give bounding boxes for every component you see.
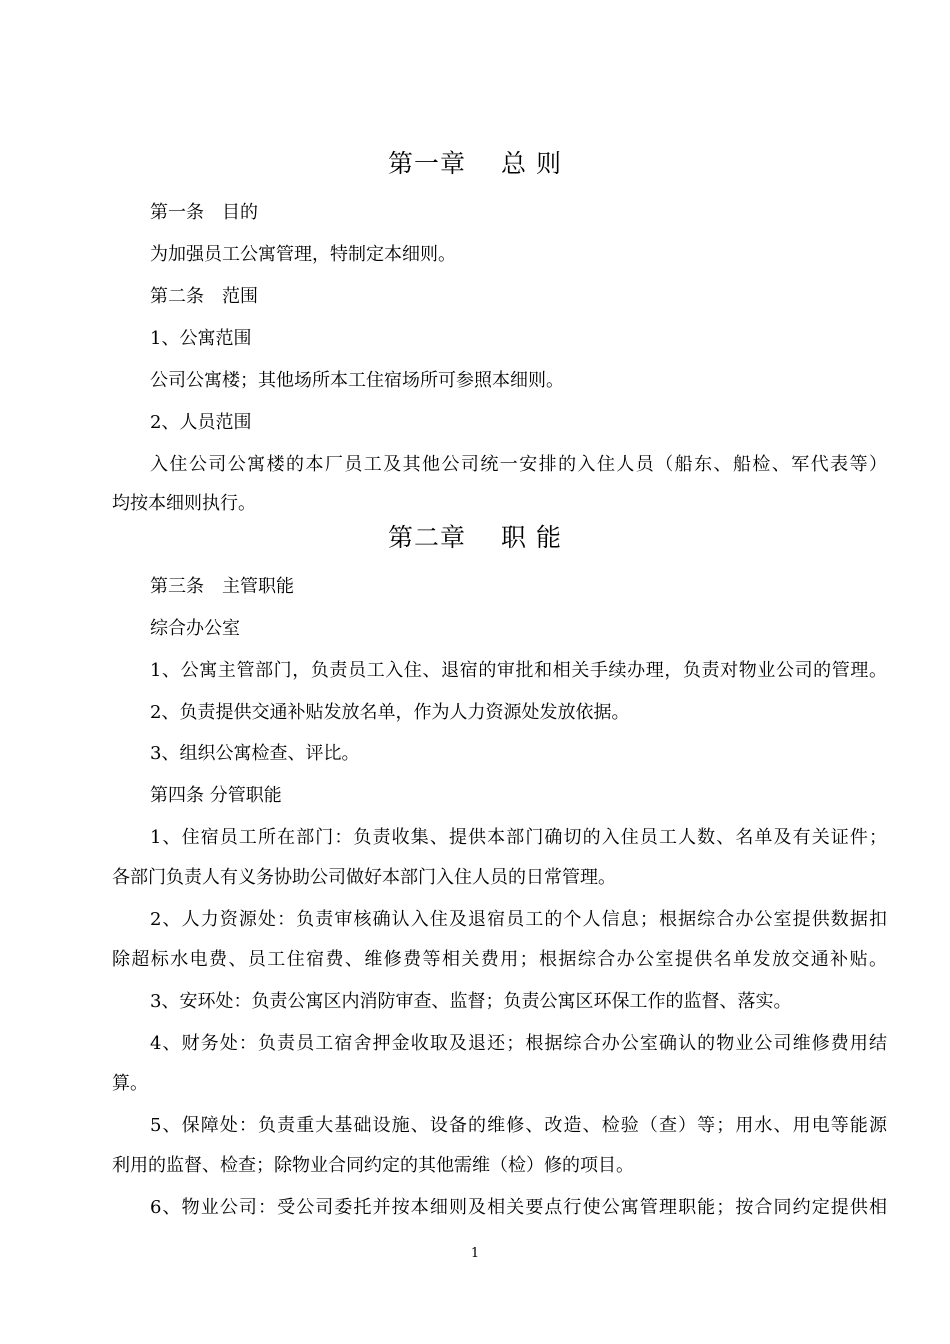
scope-2-text-line-2: 均按本细则执行。 <box>112 493 256 514</box>
page-number: 1 <box>470 1246 480 1261</box>
item-4-line-1: 4、财务处：负责员工宿舍押金收取及退还；根据综合办公室确认的物业公司维修费用结 <box>150 1033 887 1054</box>
item-5-line-1: 5、保障处：负责重大基础设施、设备的维修、改造、检验（查）等；用水、用电等能源 <box>150 1115 887 1136</box>
article-1-text: 为加强员工公寓管理，特制定本细则。 <box>150 244 456 265</box>
scope-1-heading: 1、公寓范围 <box>150 328 252 349</box>
article-1-heading: 第一条 目的 <box>150 202 258 223</box>
office-name: 综合办公室 <box>150 618 240 639</box>
item-5-line-2: 利用的监督、检查；除物业合同约定的其他需维（检）修的项目。 <box>112 1155 634 1176</box>
item-6-line-1: 6、物业公司：受公司委托并按本细则及相关要点行使公寓管理职能；按合同约定提供相 <box>150 1197 887 1218</box>
scope-2-heading: 2、人员范围 <box>150 412 252 433</box>
article-3-heading: 第三条 主管职能 <box>150 576 294 597</box>
duty-2: 2、负责提供交通补贴发放名单，作为人力资源处发放依据。 <box>150 702 630 723</box>
item-1-line-2: 各部门负责人有义务协助公司做好本部门入住人员的日常管理。 <box>112 867 616 888</box>
item-3: 3、安环处：负责公寓区内消防审查、监督；负责公寓区环保工作的监督、落实。 <box>150 991 792 1012</box>
item-1-line-1: 1、住宿员工所在部门：负责收集、提供本部门确切的入住员工人数、名单及有关证件； <box>150 827 887 848</box>
item-4-line-2: 算。 <box>112 1073 148 1094</box>
scope-2-text-line-1: 入住公司公寓楼的本厂员工及其他公司统一安排的入住人员（船东、船检、军代表等） <box>150 454 887 475</box>
scope-1-text: 公司公寓楼；其他场所本工住宿场所可参照本细则。 <box>150 370 564 391</box>
item-2-line-2: 除超标水电费、员工住宿费、维修费等相关费用；根据综合办公室提供名单发放交通补贴。 <box>112 949 887 970</box>
article-4-heading: 第四条 分管职能 <box>150 785 282 806</box>
chapter-1-title: 第一章 总 则 <box>388 149 562 178</box>
article-2-heading: 第二条 范围 <box>150 286 258 307</box>
chapter-2-title: 第二章 职 能 <box>388 523 562 552</box>
item-2-line-1: 2、人力资源处：负责审核确认入住及退宿员工的个人信息；根据综合办公室提供数据扣 <box>150 909 887 930</box>
duty-3: 3、组织公寓检查、评比。 <box>150 743 360 764</box>
duty-1: 1、公寓主管部门，负责员工入住、退宿的审批和相关手续办理，负责对物业公司的管理。 <box>150 660 887 681</box>
